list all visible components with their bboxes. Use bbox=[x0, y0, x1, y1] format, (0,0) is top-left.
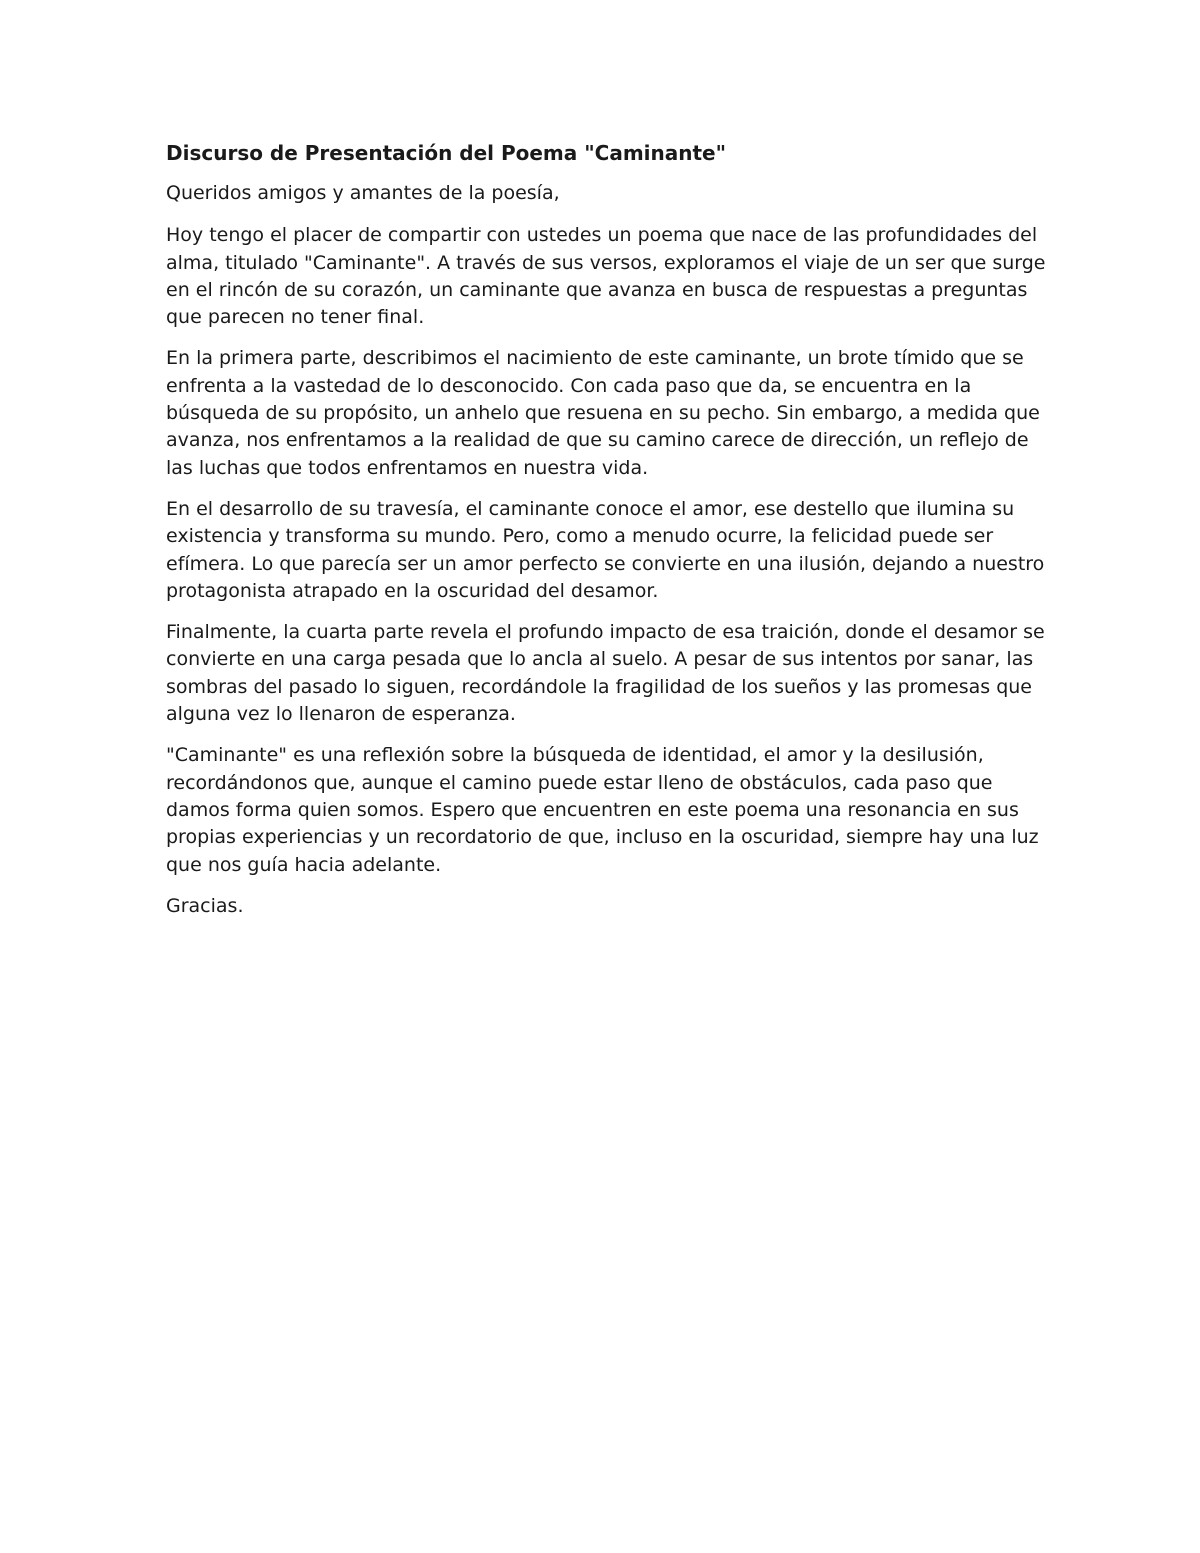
paragraph-first-part: En la primera parte, describimos el nacimiento de este caminante, un brote tímido que se enfrenta a la vastedad de lo desconocido. Con cada paso que da, se encuentra en la búsqueda de su propósito, un anhelo que resuena en su pecho. Sin embargo, a medida que avanza, nos enfrentamos a la realidad de que su camino carece de dirección, un reflejo de las luchas que todos enfrentamos en nuestra vida. bbox=[166, 347, 1040, 479]
closing: Gracias. bbox=[166, 894, 244, 917]
document-title: Discurso de Presentación del Poema "Caminante" bbox=[166, 141, 727, 165]
salutation: Queridos amigos y amantes de la poesía, bbox=[166, 182, 560, 204]
paragraph-fourth-part: Finalmente, la cuarta parte revela el profundo impacto de esa traición, donde el desamor se convierte en una carga pesada que lo ancla al suelo. A pesar de sus intentos por sanar, las sombras del pasado lo siguen, recordándole la fragilidad de los sueños y las promesas que alguna vez lo llenaron de esperanza. bbox=[166, 621, 1045, 726]
paragraph-conclusion: "Caminante" es una reflexión sobre la búsqueda de identidad, el amor y la desilusión, recordándonos que, aunque el camino puede estar lleno de obstáculos, cada paso que damos forma quien somos. Espero que encuentren en este poema una resonancia en sus propias experiencias y un recordatorio de que, incluso en la oscuridad, siempre hay una luz que nos guía hacia adelante. bbox=[166, 744, 1039, 876]
paragraph-development: En el desarrollo de su travesía, el caminante conoce el amor, ese destello que ilumina su existencia y transforma su mundo. Pero, como a menudo ocurre, la felicidad puede ser efímera. Lo que parecía ser un amor perfecto se convierte en una ilusión, dejando a nuestro protagonista atrapado en la oscuridad del desamor. bbox=[166, 497, 1045, 602]
document-body bbox=[166, 138, 1046, 934]
paragraph-introduction: Hoy tengo el placer de compartir con ustedes un poema que nace de las profundidades del alma, titulado "Caminante". A través de sus versos, exploramos el viaje de un ser que surge en el rincón de su corazón, un caminante que avanza en busca de respuestas a preguntas que parecen no tener final. bbox=[166, 224, 1046, 329]
